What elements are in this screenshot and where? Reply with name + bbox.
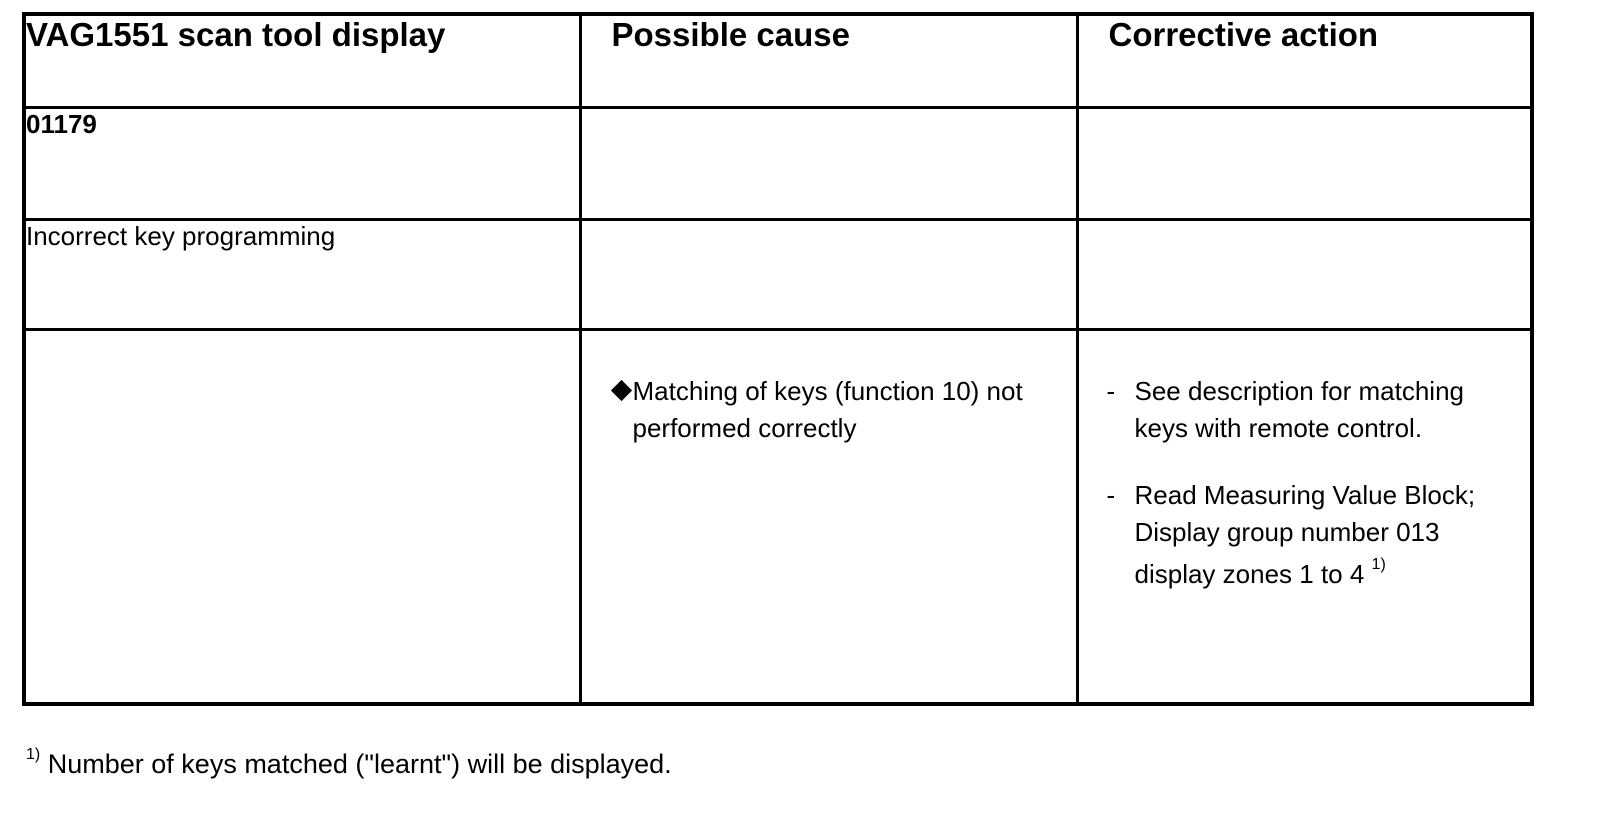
dash-bullet: - <box>1106 375 1116 406</box>
fault-code: 01179 <box>24 107 580 219</box>
header-row <box>24 14 1532 107</box>
header-corrective-action: Corrective action <box>1077 14 1532 107</box>
action-text: Read Measuring Value Block; Display group number 013 <box>1134 479 1476 547</box>
footnote-mark: 1) <box>26 746 41 763</box>
action-item <box>1107 477 1511 593</box>
fault-code-row <box>24 107 1532 219</box>
footnote-reference: 1) <box>1371 555 1386 573</box>
header-scan-tool-display: VAG1551 scan tool display <box>24 14 580 107</box>
fault-message: Incorrect key programming <box>24 219 580 329</box>
empty-cell <box>580 107 1077 219</box>
empty-cell <box>24 329 580 704</box>
diamond-bullet-icon <box>610 379 631 400</box>
empty-cell <box>1077 107 1532 219</box>
action-text: See description for matching keys with remote control. <box>1134 375 1465 443</box>
cause-action-row <box>24 329 1532 704</box>
empty-cell <box>1077 219 1532 329</box>
dash-bullet: - <box>1106 479 1116 510</box>
action-item <box>1107 373 1511 447</box>
cause-text: Matching of keys (function 10) not performed correctly <box>632 375 1023 443</box>
footnote-text: Number of keys matched ("learnt") will be displayed. <box>47 749 672 779</box>
diagnostic-table <box>22 12 1534 706</box>
action-extra-text: display zones 1 to 4 <box>1134 558 1365 589</box>
action-cell <box>1077 329 1532 704</box>
fault-message-row <box>24 219 1532 329</box>
cause-cell <box>580 329 1077 704</box>
footnote <box>26 744 672 784</box>
empty-cell <box>580 219 1077 329</box>
header-possible-cause: Possible cause <box>580 14 1077 107</box>
